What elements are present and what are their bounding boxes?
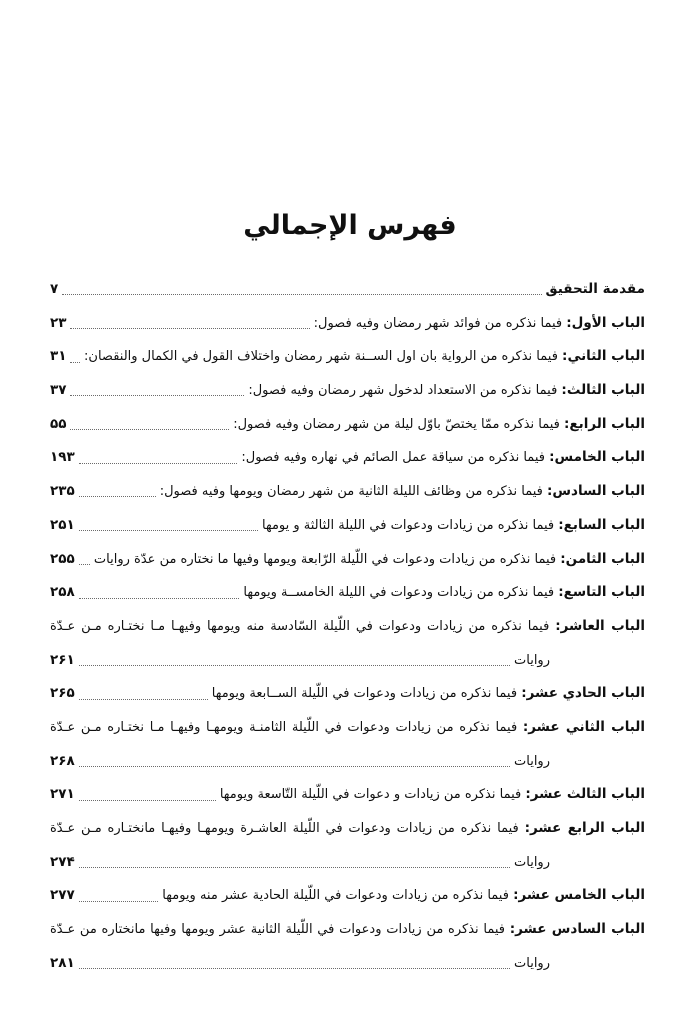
dot-leader: [70, 328, 309, 329]
page-number: ۲۷۴: [50, 853, 75, 870]
toc-entry-label: الباب الثالث عشر:: [525, 786, 645, 803]
dot-leader: [70, 395, 244, 396]
toc-entry-label: الباب العاشر:: [555, 617, 645, 634]
page-title: فهرس الإجمالي: [243, 210, 457, 241]
page-number: ۵۵: [50, 415, 67, 432]
dot-leader: [70, 362, 80, 363]
toc-entry-text: الباب العاشر: فيما نذكره من زيادات ودعوات في اللّيلة السّادسة منه ويومها وفيهـا مـا نختـاره مـن عـدّة: [50, 617, 645, 634]
page-number: ۲۶۵: [50, 685, 75, 702]
toc-entry-text: الباب الخامس عشر: فيما نذكره من زيادات ودعوات في اللّيلة الحادية عشر منه ويومها: [162, 887, 645, 904]
toc-entry-text: الباب الثاني: فيما نذكره من الرواية بان اول الســنة شهر رمضان واختلاف القول في الكمال والنقصان:: [84, 348, 645, 365]
toc-entry: [50, 307, 645, 341]
dot-leader: [62, 294, 541, 295]
toc-entry-text: [546, 273, 645, 307]
toc-entry-label: الباب الخامس:: [549, 449, 645, 466]
dot-leader: [79, 530, 258, 531]
toc-entry: [50, 475, 645, 509]
page-number: ۷: [50, 281, 59, 297]
page-number: ۲۵۸: [50, 584, 75, 601]
toc-entry: [50, 879, 645, 913]
page-number: ۲۳۵: [50, 483, 75, 500]
dot-leader: [79, 598, 240, 599]
toc-entry: [50, 543, 645, 577]
dot-leader: [79, 564, 90, 565]
toc-entry-text: الباب الحادي عشر: فيما نذكره من زيادات ودعوات في اللّيلة الســابعة ويومها: [211, 685, 645, 702]
page-number: ۲۷۷: [50, 887, 75, 904]
toc-entry-label: الباب التاسع:: [558, 584, 645, 601]
toc-entry-label: الباب الخامس عشر:: [513, 887, 645, 904]
continuation-word: روايات: [514, 955, 550, 971]
toc-entry: [50, 509, 645, 543]
toc-entry-label: الباب السادس:: [546, 483, 645, 500]
page-number: ۱۹۳: [50, 449, 75, 466]
dot-leader: [70, 429, 229, 430]
page-number: ۳۱: [50, 348, 67, 365]
toc-entry-label: الباب الأول:: [566, 314, 645, 331]
toc-entry-text: الباب الأول: فيما نذكره من فوائد شهر رمضان وفيه فصول:: [313, 314, 645, 331]
toc-entry-text: الباب الثاني عشر: فيما نذكره من زيادات ودعوات في اللّيلة الثامنـة ويومهـا وفيهـا مـا نختـاره مـن عـدّة: [50, 718, 645, 735]
dot-leader: [79, 463, 238, 464]
dot-leader: [79, 766, 510, 767]
toc-entry-continuation: [50, 846, 645, 880]
toc-entry-continuation: [50, 644, 645, 678]
dot-leader: [79, 665, 510, 666]
toc-list: [50, 273, 645, 980]
toc-entry-continuation: [50, 947, 645, 981]
dot-leader: [79, 968, 510, 969]
toc-entry-text: الباب التاسع: فيما نذكره من زيادات ودعوات في الليلة الخامســة ويومها: [243, 584, 645, 601]
toc-entry: [50, 374, 645, 408]
toc-entry-text: الباب السابع: فيما نذكره من زيادات ودعوات في الليلة الثالثة و يومها: [261, 516, 645, 533]
toc-entry-label: الباب الحادي عشر:: [521, 685, 645, 702]
toc-entry: [50, 778, 645, 812]
toc-entry-text: الباب الثالث عشر: فيما نذكره من زيادات و دعوات في اللّيلة التّاسعة ويومها: [219, 786, 645, 803]
dot-leader: [79, 901, 159, 902]
toc-entry-text: الباب الرابع عشر: فيما نذكره من زيادات ودعوات في اللّيلة العاشـرة ويومهـا وفيهـا مانختـاره مـن عـدّة: [50, 820, 645, 836]
toc-entry-text: الباب السادس: فيما نذكره من وظائف الليلة الثانية من شهر رمضان ويومها وفيه فصول:: [159, 483, 645, 500]
page-number: ۲۵۱: [50, 516, 75, 533]
page-number: ۲۸۱: [50, 954, 75, 971]
toc-entry-text: الباب السادس عشر: فيما نذكره من زيادات ودعوات في اللّيلة الثانية عشر ويومها وفيها مانختاره من عـدّة: [50, 921, 645, 938]
page-number: ۳۷: [50, 382, 67, 399]
toc-entry-label: الباب الثامن:: [560, 550, 645, 567]
toc-entry: [50, 340, 645, 374]
toc-entry-text: الباب الرابع: فيما نذكره ممّا يختصّ باوّل ليلة من شهر رمضان وفيه فصول:: [233, 415, 645, 432]
toc-entry-label: الباب السادس عشر:: [509, 921, 645, 938]
toc-entry: [50, 576, 645, 610]
toc-entry: [50, 677, 645, 711]
toc-entry-label: الباب الرابع:: [564, 415, 645, 432]
dot-leader: [79, 699, 208, 700]
continuation-word: روايات: [514, 652, 550, 668]
dot-leader: [79, 800, 216, 801]
toc-entry-text: الباب الثالث: فيما نذكره من الاستعداد لدخول شهر رمضان وفيه فصول:: [248, 382, 645, 399]
toc-entry-label: الباب الرابع عشر:: [524, 820, 645, 836]
page-number: ۲۷۱: [50, 786, 75, 803]
toc-entry: [50, 408, 645, 442]
continuation-word: روايات: [514, 854, 550, 870]
page-number: ۲۳: [50, 314, 67, 331]
dot-leader: [79, 496, 156, 497]
toc-entry-label: الباب الثاني:: [562, 348, 645, 365]
toc-entry-label: الباب السابع:: [558, 516, 645, 533]
page-number: ۲۶۸: [50, 752, 75, 769]
toc-entry-label: مقدمة التحقيق: [545, 281, 645, 297]
toc-entry: [50, 273, 645, 307]
page-number: ۲۶۱: [50, 651, 75, 668]
toc-entry-label: الباب الثالث:: [561, 382, 645, 399]
continuation-word: روايات: [514, 753, 550, 769]
toc-entry-continuation: [50, 745, 645, 779]
toc-entry-label: الباب الثاني عشر:: [522, 718, 645, 735]
toc-entry-text: الباب الخامس: فيما نذكره من سياقة عمل الصائم في نهاره وفيه فصول:: [241, 449, 645, 466]
toc-entry-text: الباب الثامن: فيما نذكره من زيادات ودعوات في اللّيلة الرّابعة ويومها وفيها ما نختاره من عدّة روايات: [93, 550, 645, 567]
page-number: ۲۵۵: [50, 550, 75, 567]
toc-entry: [50, 441, 645, 475]
dot-leader: [79, 867, 510, 868]
